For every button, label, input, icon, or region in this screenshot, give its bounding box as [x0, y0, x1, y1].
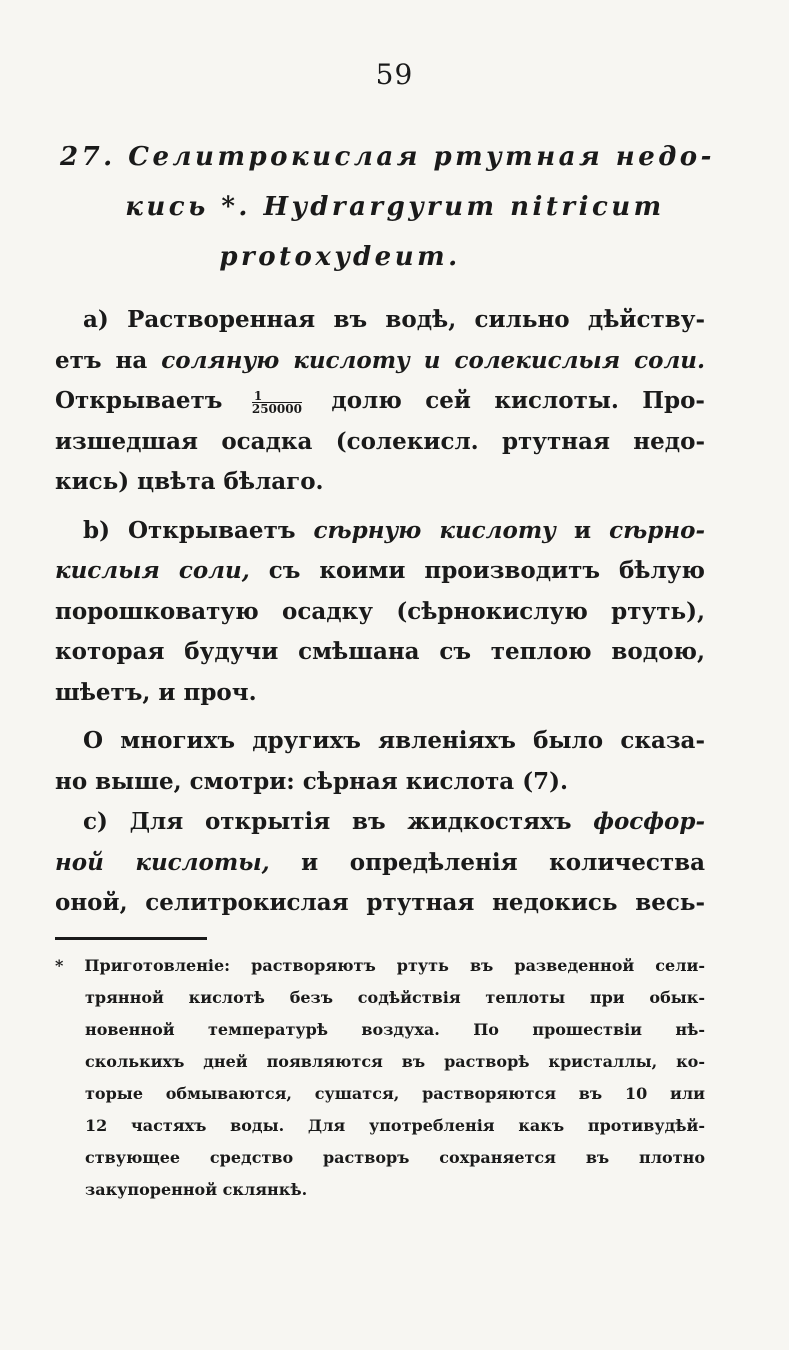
- footnote-line: * Приготовленіе: растворяютъ ртуть въ разведенной сели-: [55, 956, 705, 975]
- text-line: [55, 381, 705, 422]
- text-line: О многихъ другихъ явленіяхъ было сказа-: [83, 727, 705, 754]
- text-line: a) Растворенная въ водѣ, сильно дѣйству-: [83, 306, 705, 333]
- fraction-numerator: 1: [252, 390, 302, 403]
- text-run: и: [574, 516, 592, 544]
- footnote-line: закупоренной склянкѣ.: [85, 1180, 308, 1199]
- text-run: и опредѣленія количества: [301, 848, 705, 876]
- fraction: [252, 390, 302, 415]
- italic-text: сѣрно-: [609, 516, 706, 544]
- italic-text: сѣрную кислоту: [313, 516, 556, 544]
- footnote-line: ствующее средство растворъ сохраняется въ плотно: [85, 1148, 705, 1167]
- italic-text: соляную кислоту и солекислыя соли.: [161, 346, 706, 374]
- footnote-line: торые обмываются, сушатся, растворяются въ 10 или: [85, 1084, 705, 1103]
- text-run: Открываетъ: [55, 387, 223, 414]
- text-line: [55, 802, 705, 843]
- text-line: [55, 551, 705, 592]
- paragraph-o: [55, 721, 705, 802]
- text-line: кись) цвѣта бѣлаго.: [55, 468, 324, 495]
- text-run: етъ на: [55, 346, 148, 374]
- text-line: но выше, смотри: сѣрная кислота (7).: [55, 767, 568, 795]
- paragraph-a: [55, 300, 705, 503]
- fraction-denominator: 250000: [251, 401, 302, 416]
- text-line: [55, 511, 705, 552]
- text-run: c) Для открытія въ жидкостяхъ: [83, 808, 572, 835]
- italic-text: кислыя соли,: [55, 557, 250, 584]
- text-run: долю сей кислоты. Про-: [331, 387, 705, 414]
- italic-text: ной кислоты,: [55, 848, 270, 876]
- heading-line-1: 27. Селитрокислая ртутная недо-: [60, 142, 715, 172]
- paragraph-c: [55, 802, 705, 924]
- body-text: [55, 300, 705, 924]
- text-line: изшедшая осадка (солекисл. ртутная недо-: [55, 427, 705, 455]
- paragraph-b: [55, 511, 705, 714]
- footnote-line: новенной температурѣ воздуха. По прошествіи нѣ-: [85, 1020, 705, 1039]
- italic-text: фосфор-: [593, 808, 706, 835]
- heading-line-2: кись *. Hydrargyrum nitricum: [125, 192, 665, 222]
- footnote: [55, 950, 705, 1206]
- page-number: 59: [375, 58, 414, 91]
- text-line: порошковатую осадку (сѣрнокислую ртуть),: [55, 597, 705, 625]
- text-line: оной, селитрокислая ртутная недокись весь-: [55, 889, 705, 916]
- footnote-separator: [55, 937, 207, 940]
- text-line: которая будучи смѣшана съ теплою водою,: [55, 638, 705, 665]
- text-run: b) Открываетъ: [83, 516, 296, 544]
- footnote-line: трянной кислотѣ безъ содѣйствія теплоты при обык-: [85, 988, 705, 1007]
- text-line: [55, 843, 705, 884]
- heading-line-3: protoxydeum.: [219, 242, 461, 272]
- footnote-line: сколькихъ дней появляются въ растворѣ кристаллы, ко-: [85, 1052, 705, 1071]
- text-run: съ коими производитъ бѣлую: [268, 557, 705, 584]
- text-line: шѣетъ, и проч.: [55, 678, 257, 706]
- section-heading: [60, 132, 730, 282]
- footnote-line: 12 частяхъ воды. Для употребленія какъ противудѣй-: [85, 1116, 705, 1135]
- text-line: [55, 341, 705, 382]
